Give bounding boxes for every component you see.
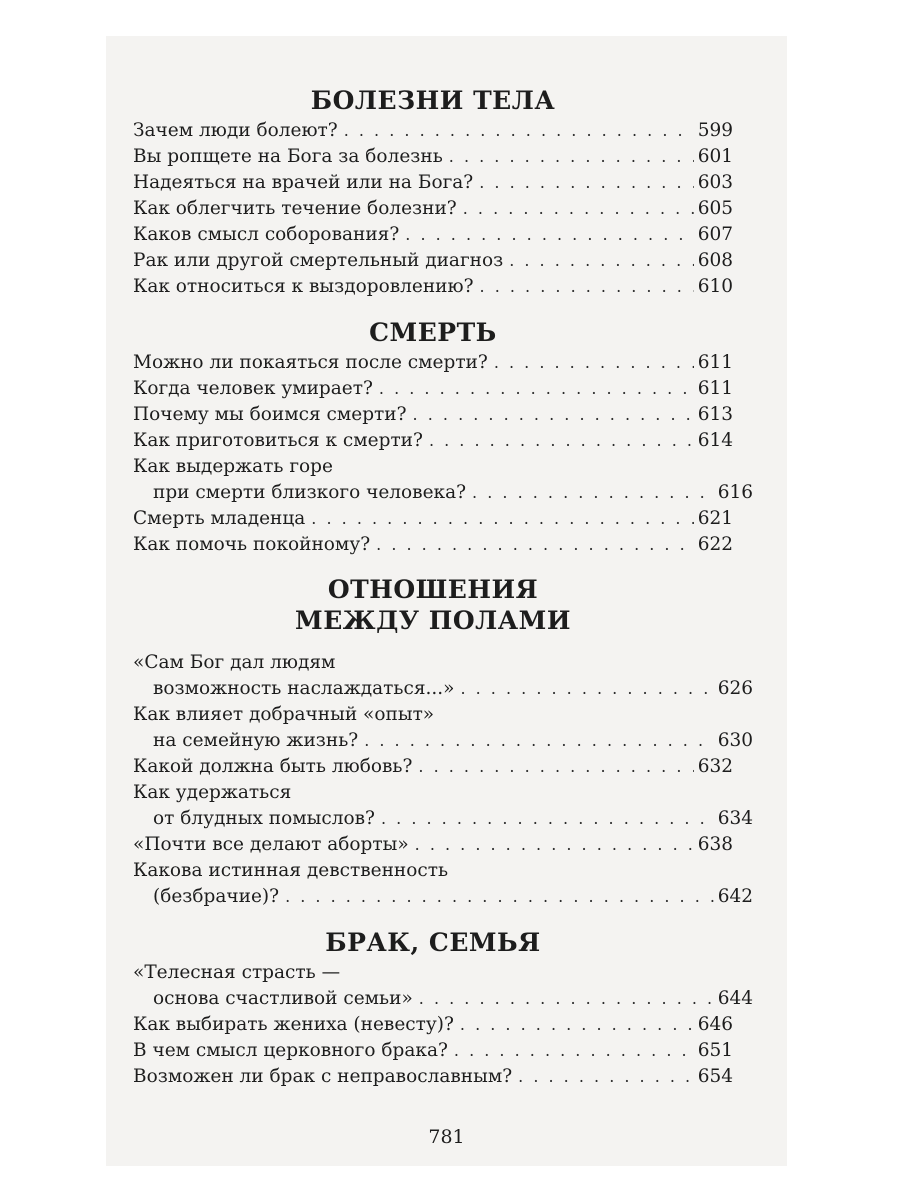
dot-leader bbox=[454, 1038, 694, 1064]
entry-page-number: 630 bbox=[717, 730, 753, 751]
entry-page-number: 603 bbox=[697, 172, 733, 193]
entry-title: Как влияет добрачный «опыт» bbox=[133, 704, 435, 725]
entry-page-number: 616 bbox=[717, 482, 753, 503]
toc-section bbox=[133, 86, 733, 300]
toc-entry[interactable] bbox=[133, 454, 753, 506]
dot-leader bbox=[413, 402, 694, 428]
entry-title: Надеяться на врачей или на Бога? bbox=[133, 172, 474, 193]
entry-page-number: 622 bbox=[697, 534, 733, 555]
entry-title: Каков смысл соборования? bbox=[133, 224, 400, 245]
entry-title: основа счастливой семьи» bbox=[153, 988, 413, 1009]
dot-leader bbox=[460, 1012, 694, 1038]
entry-title: Можно ли покаяться после смерти? bbox=[133, 352, 488, 373]
toc-entry[interactable] bbox=[133, 532, 733, 558]
toc-entry[interactable] bbox=[133, 350, 733, 376]
section-heading: БРАК, СЕМЬЯ bbox=[325, 928, 541, 957]
toc-entry[interactable] bbox=[133, 754, 733, 780]
entry-title: при смерти близкого человека? bbox=[153, 482, 467, 503]
dot-leader bbox=[344, 118, 694, 144]
entry-page-number: 651 bbox=[697, 1040, 733, 1061]
dot-leader bbox=[518, 1064, 694, 1090]
toc-entry[interactable] bbox=[133, 960, 753, 1012]
entry-page-number: 646 bbox=[697, 1014, 733, 1035]
dot-leader bbox=[460, 676, 713, 702]
entry-title: (безбрачие)? bbox=[153, 886, 280, 907]
entry-title: Вы ропщете на Бога за болезнь bbox=[133, 146, 443, 167]
entry-title: Зачем люди болеют? bbox=[133, 120, 338, 141]
dot-leader bbox=[285, 884, 714, 910]
entry-page-number: 610 bbox=[697, 276, 733, 297]
entry-title: Когда человек умирает? bbox=[133, 378, 373, 399]
page-number: 781 bbox=[428, 1126, 465, 1148]
toc-entry[interactable] bbox=[133, 650, 753, 702]
toc-entry[interactable] bbox=[133, 222, 733, 248]
dot-leader bbox=[419, 986, 714, 1012]
toc-entry[interactable] bbox=[133, 170, 733, 196]
dot-leader bbox=[379, 376, 694, 402]
dot-leader bbox=[449, 144, 694, 170]
toc-entry[interactable] bbox=[133, 1038, 733, 1064]
toc-entry[interactable] bbox=[133, 402, 733, 428]
entry-page-number: 613 bbox=[697, 404, 733, 425]
section-heading: ОТНОШЕНИЯ bbox=[327, 575, 539, 604]
toc-section bbox=[133, 574, 753, 910]
entry-page-number: 611 bbox=[697, 378, 733, 399]
entry-page-number: 614 bbox=[697, 430, 733, 451]
entry-title: В чем смысл церковного брака? bbox=[133, 1040, 448, 1061]
toc-entry[interactable] bbox=[133, 376, 733, 402]
toc-entry[interactable] bbox=[133, 858, 753, 910]
entry-title: Как приготовиться к смерти? bbox=[133, 430, 423, 451]
entry-page-number: 632 bbox=[697, 756, 733, 777]
toc-entry[interactable] bbox=[133, 1012, 733, 1038]
section-heading: БОЛЕЗНИ ТЕЛА bbox=[310, 86, 556, 115]
toc-entry[interactable] bbox=[133, 1064, 733, 1090]
dot-leader bbox=[472, 480, 714, 506]
toc-section bbox=[133, 928, 753, 1090]
entry-title: Как удержаться bbox=[133, 782, 292, 803]
entry-page-number: 599 bbox=[697, 120, 733, 141]
entry-page-number: 611 bbox=[697, 352, 733, 373]
toc-section bbox=[133, 318, 753, 558]
entry-title: возможность наслаждаться...» bbox=[153, 678, 455, 699]
dot-leader bbox=[364, 728, 714, 754]
toc-entry[interactable] bbox=[133, 780, 753, 832]
dot-leader bbox=[494, 350, 694, 376]
section-heading: МЕЖДУ ПОЛАМИ bbox=[295, 606, 571, 635]
entry-page-number: 621 bbox=[697, 508, 733, 529]
toc-entry[interactable] bbox=[133, 274, 733, 300]
toc-entry[interactable] bbox=[133, 248, 733, 274]
entry-page-number: 605 bbox=[697, 198, 733, 219]
entry-page-number: 644 bbox=[717, 988, 753, 1009]
entry-page-number: 607 bbox=[697, 224, 733, 245]
dot-leader bbox=[405, 222, 693, 248]
entry-title: Как выбирать жениха (невесту)? bbox=[133, 1014, 454, 1035]
entry-page-number: 634 bbox=[717, 808, 753, 829]
dot-leader bbox=[479, 170, 693, 196]
entry-title: «Сам Бог дал людям bbox=[133, 652, 336, 673]
entry-page-number: 638 bbox=[697, 834, 733, 855]
dot-leader bbox=[415, 832, 694, 858]
dot-leader bbox=[418, 754, 693, 780]
entry-page-number: 654 bbox=[697, 1066, 733, 1087]
entry-title: Возможен ли брак с неправославным? bbox=[133, 1066, 513, 1087]
dot-leader bbox=[381, 806, 714, 832]
entry-title: Смерть младенца bbox=[133, 508, 306, 529]
toc-entry[interactable] bbox=[133, 702, 753, 754]
entry-page-number: 626 bbox=[717, 678, 753, 699]
dot-leader bbox=[463, 196, 694, 222]
section-heading: СМЕРТЬ bbox=[369, 318, 497, 347]
entry-title: от блудных помыслов? bbox=[153, 808, 375, 829]
entry-title: Как выдержать горе bbox=[133, 456, 333, 477]
toc-entry[interactable] bbox=[133, 196, 733, 222]
entry-title: Почему мы боимся смерти? bbox=[133, 404, 407, 425]
entry-page-number: 642 bbox=[717, 886, 753, 907]
entry-page-number: 601 bbox=[697, 146, 733, 167]
book-page bbox=[106, 36, 787, 1166]
dot-leader bbox=[480, 274, 694, 300]
dot-leader bbox=[376, 532, 694, 558]
toc-entry[interactable] bbox=[133, 118, 733, 144]
entry-title: на семейную жизнь? bbox=[153, 730, 359, 751]
table-of-contents bbox=[133, 86, 753, 1090]
entry-title: Как помочь покойному? bbox=[133, 534, 371, 555]
toc-entry[interactable] bbox=[133, 144, 733, 170]
entry-title: Рак или другой смертельный диагноз bbox=[133, 250, 504, 271]
dot-leader bbox=[509, 248, 693, 274]
toc-entry[interactable] bbox=[133, 506, 733, 532]
dot-leader bbox=[311, 506, 693, 532]
toc-entry[interactable] bbox=[133, 428, 733, 454]
entry-title: «Почти все делают аборты» bbox=[133, 834, 409, 855]
entry-title: Какова истинная девственность bbox=[133, 860, 449, 881]
entry-title: Как облегчить течение болезни? bbox=[133, 198, 457, 219]
toc-entry[interactable] bbox=[133, 832, 733, 858]
entry-page-number: 608 bbox=[697, 250, 733, 271]
entry-title: Какой должна быть любовь? bbox=[133, 756, 413, 777]
dot-leader bbox=[429, 428, 694, 454]
entry-title: «Телесная страсть — bbox=[133, 962, 341, 983]
entry-title: Как относиться к выздоровлению? bbox=[133, 276, 474, 297]
